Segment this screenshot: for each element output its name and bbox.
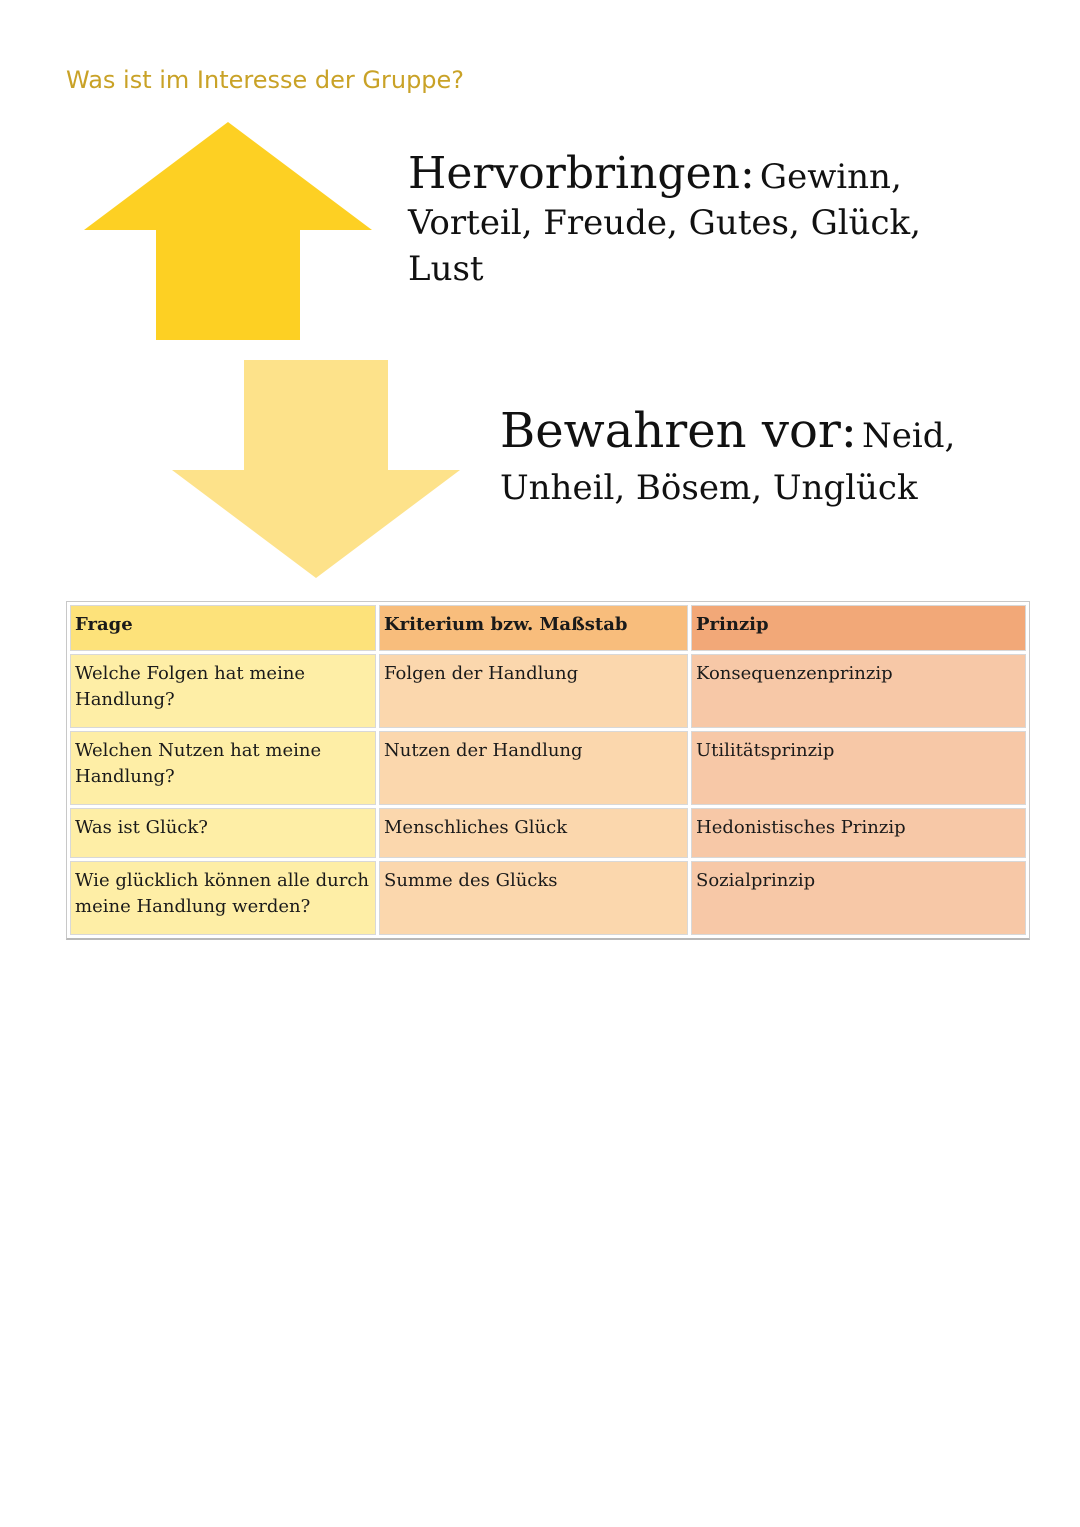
produce-caption-key: Hervorbringen: <box>408 148 755 199</box>
cell-kriterium: Summe des Glücks <box>379 861 688 935</box>
cell-frage: Welche Folgen hat meine Handlung? <box>70 654 376 728</box>
protect-caption-items: Neid, Unheil, Bösem, Unglück <box>500 416 956 508</box>
cell-frage: Was ist Glück? <box>70 808 376 858</box>
table-row <box>70 861 1026 935</box>
ethics-table <box>66 601 1030 940</box>
cell-frage: Welchen Nutzen hat meine Handlung? <box>70 731 376 805</box>
table-header-row <box>70 605 1026 651</box>
protect-caption-key: Bewahren vor: <box>500 403 857 459</box>
cell-frage: Wie glücklich können alle durch meine Handlung werden? <box>70 861 376 935</box>
page-heading: Was ist im Interesse der Gruppe? <box>66 66 465 94</box>
cell-prinzip: Konsequenzenprinzip <box>691 654 1026 728</box>
header-kriterium: Kriterium bzw. Maßstab <box>379 605 688 651</box>
table-row <box>70 731 1026 805</box>
cell-prinzip: Hedonistisches Prinzip <box>691 808 1026 858</box>
cell-kriterium: Menschliches Glück <box>379 808 688 858</box>
cell-kriterium: Nutzen der Handlung <box>379 731 688 805</box>
cell-prinzip: Utilitätsprinzip <box>691 731 1026 805</box>
header-frage: Frage <box>70 605 376 651</box>
table-row <box>70 654 1026 728</box>
protect-caption <box>500 403 1020 517</box>
arrow-down-icon <box>172 360 460 578</box>
cell-prinzip: Sozialprinzip <box>691 861 1026 935</box>
table-row <box>70 808 1026 858</box>
produce-caption <box>408 148 928 295</box>
cell-kriterium: Folgen der Handlung <box>379 654 688 728</box>
arrow-up-icon <box>84 122 372 340</box>
produce-caption-items: Gewinn, Vorteil, Freude, Gutes, Glück, Lust <box>408 157 921 289</box>
header-prinzip: Prinzip <box>691 605 1026 651</box>
